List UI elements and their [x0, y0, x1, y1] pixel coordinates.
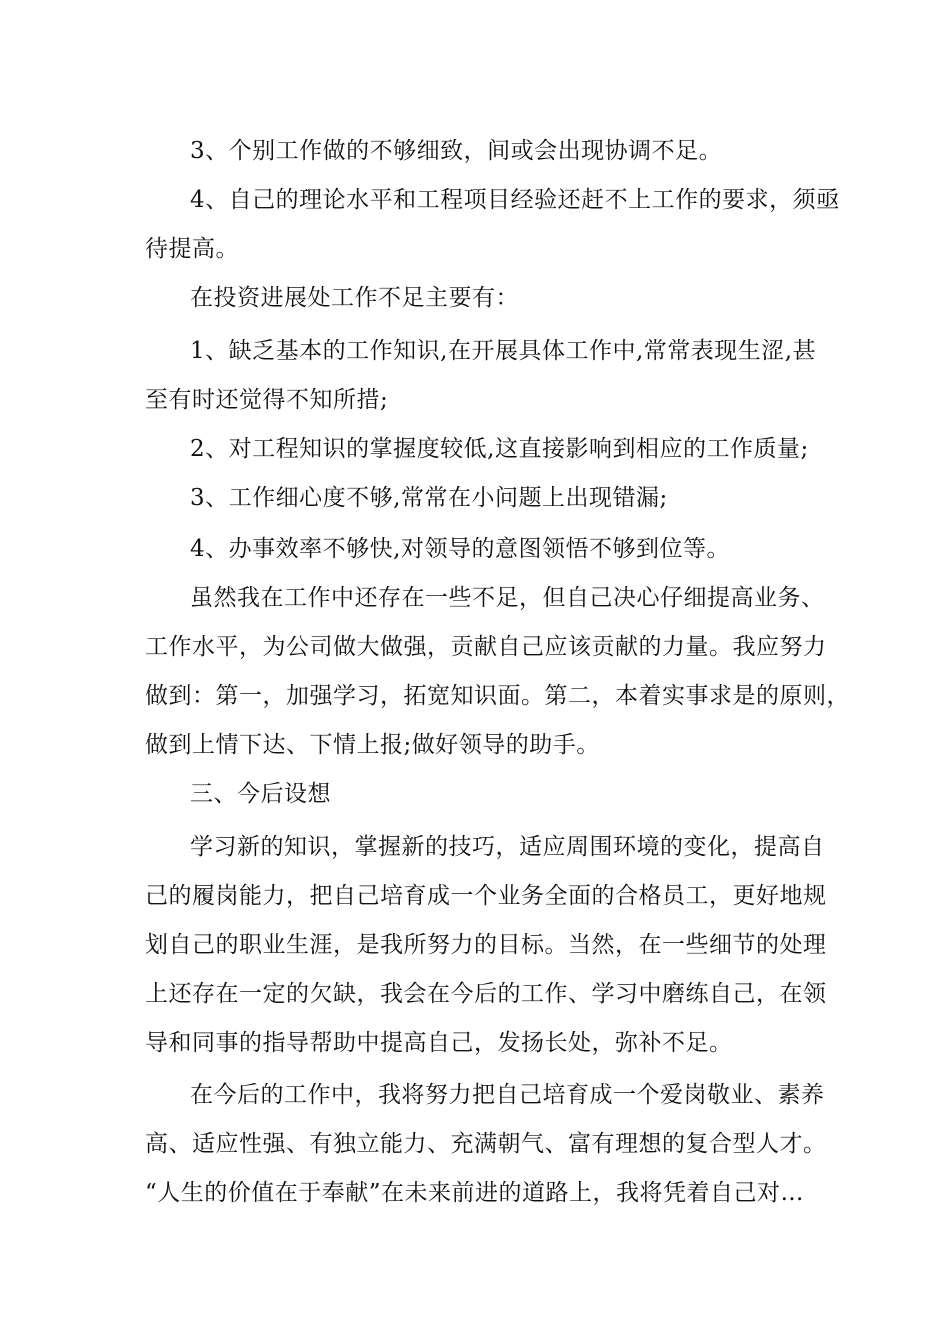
text-line-12: 做到：第一，加强学习，拓宽知识面。第二，本着实事求是的原则， — [145, 683, 850, 709]
text-line-2: 4、自己的理论水平和工程项目经验还赶不上工作的要求，须亟 — [190, 187, 840, 213]
text-line-13: 做到上情下达、下情上报;做好领导的助手。 — [145, 732, 600, 758]
text-line-16: 己的履岗能力，把自己培育成一个业务全面的合格员工，更好地规 — [145, 883, 827, 909]
text-line-6: 至有时还觉得不知所措; — [145, 387, 389, 413]
text-line-1: 3、个别工作做的不够细致，间或会出现协调不足。 — [190, 138, 723, 164]
text-line-10: 虽然我在工作中还存在一些不足，但自己决心仔细提高业务、 — [190, 585, 825, 611]
text-line-22: “人生的价值在于奉献”在未来前进的道路上，我将凭着自己对… — [145, 1180, 805, 1206]
text-line-15: 学习新的知识，掌握新的技巧，适应周围环境的变化，提高自 — [190, 834, 825, 860]
text-line-5: 1、缺乏基本的工作知识,在开展具体工作中,常常表现生涩,甚 — [190, 338, 817, 364]
text-line-19: 导和同事的指导帮助中提高自己，发扬长处，弥补不足。 — [145, 1030, 733, 1056]
text-line-18: 上还存在一定的欠缺，我会在今后的工作、学习中磨练自己，在领 — [145, 981, 827, 1007]
section-heading: 三、今后设想 — [190, 781, 331, 807]
text-line-7: 2、对工程知识的掌握度较低,这直接影响到相应的工作质量; — [190, 436, 809, 462]
text-line-17: 划自己的职业生涯，是我所努力的目标。当然，在一些细节的处理 — [145, 932, 827, 958]
text-line-4: 在投资进展处工作不足主要有： — [190, 285, 519, 311]
text-line-9: 4、办事效率不够快,对领导的意图领悟不够到位等。 — [190, 536, 730, 562]
text-line-20: 在今后的工作中，我将努力把自己培育成一个爱岗敬业、素养 — [190, 1082, 825, 1108]
text-line-3: 待提高。 — [145, 236, 239, 262]
text-line-11: 工作水平，为公司做大做强，贡献自己应该贡献的力量。我应努力 — [145, 634, 827, 660]
text-line-21: 高、适应性强、有独立能力、充满朝气、富有理想的复合型人才。 — [145, 1131, 827, 1157]
text-line-8: 3、工作细心度不够,常常在小问题上出现错漏; — [190, 485, 668, 511]
